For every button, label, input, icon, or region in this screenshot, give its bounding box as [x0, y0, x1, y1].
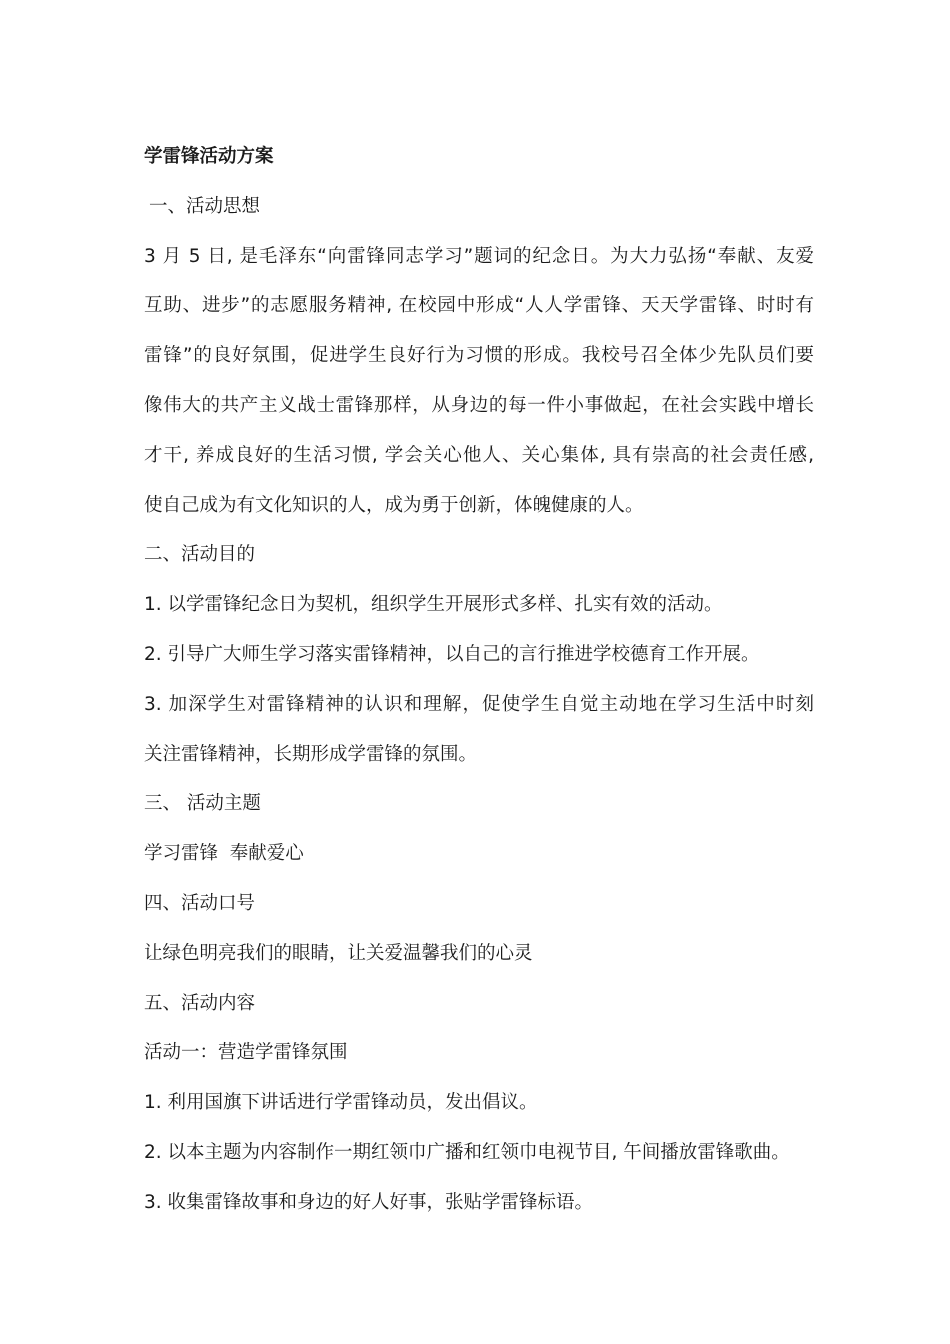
section-1-line-1: 3 月 5 日, 是毛泽东“向雷锋同志学习”题词的纪念日。为大力弘扬“奉献、友爱 — [144, 245, 814, 267]
section-1-line-5: 才干, 养成良好的生活习惯, 学会关心他人、关心集体, 具有崇高的社会责任感, — [144, 444, 814, 466]
section-4-heading: 四、活动口号 — [144, 892, 256, 914]
document-page — [144, 132, 814, 1228]
activity-1-heading: 活动一：营造学雷锋氛围 — [144, 1042, 348, 1064]
section-1-line-3: 雷锋”的良好氛围，促进学生良好行为习惯的形成。我校号召全体少先队员们要 — [144, 345, 814, 367]
section-2-item-1: 1. 以学雷锋纪念日为契机，组织学生开展形式多样、扎实有效的活动。 — [144, 594, 723, 616]
section-2-item-3: 3. 加深学生对雷锋精神的认识和理解，促使学生自觉主动地在学习生活中时刻 — [144, 693, 814, 715]
section-5-heading: 五、活动内容 — [144, 992, 256, 1014]
document-title: 学雷锋活动方案 — [144, 146, 274, 167]
section-1-line-2: 互助、进步”的志愿服务精神, 在校园中形成“人人学雷锋、天天学雷锋、时时有 — [144, 295, 814, 317]
section-2-heading: 二、活动目的 — [144, 544, 256, 566]
section-3-text: 学习雷锋 奉献爱心 — [144, 843, 304, 865]
section-2-item-3-cont: 关注雷锋精神，长期形成学雷锋的氛围。 — [144, 743, 478, 765]
section-1-line-4: 像伟大的共产主义战士雷锋那样，从身边的每一件小事做起，在社会实践中增长 — [144, 394, 814, 416]
section-2-item-2: 2. 引导广大师生学习落实雷锋精神，以自己的言行推进学校德育工作开展。 — [144, 643, 760, 665]
activity-1-item-3: 3. 收集雷锋故事和身边的好人好事，张贴学雷锋标语。 — [144, 1191, 594, 1213]
section-1-line-6: 使自己成为有文化知识的人，成为勇于创新，体魄健康的人。 — [144, 494, 644, 516]
section-3-heading: 三、 活动主题 — [144, 793, 261, 815]
section-1-heading: 一、活动思想 — [149, 195, 261, 217]
activity-1-item-2: 2. 以本主题为内容制作一期红领巾广播和红领巾电视节目, 午间播放雷锋歌曲。 — [144, 1141, 790, 1163]
section-4-text: 让绿色明亮我们的眼睛，让关爱温馨我们的心灵 — [144, 942, 533, 964]
activity-1-item-1: 1. 利用国旗下讲话进行学雷锋动员，发出倡议。 — [144, 1092, 538, 1114]
